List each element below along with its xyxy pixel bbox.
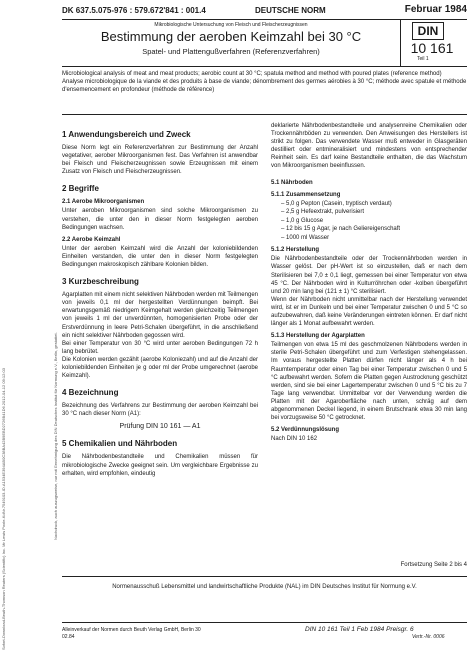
subsection-heading: 5.1.1 Zusammensetzung: [271, 191, 341, 198]
norm-label: DEUTSCHE NORM: [255, 6, 326, 15]
paragraph: Wenn der Nährboden nicht unmittelbar nach der Herstellung verwendet wird, ist er im Dunkeln und bei einer Temperatur zwischen 0 und 5 °C so aufzubewahren, daß keine Veränderungen eintreten können. Er darf nicht länger als 1 Monat aufbewahrt werden.: [271, 296, 467, 328]
footer-reference: DIN 10 161 Teil 1 Feb 1984 Preisgr. 6: [305, 626, 414, 633]
section-heading: 1 Anwendungsbereich und Zweck: [62, 130, 191, 139]
dk-classification: DK 637.5.075-976 : 579.672'841 : 001.4: [62, 6, 206, 15]
subsection-heading: 2.2 Aerobe Keimzahl: [62, 236, 121, 243]
designation-formula: Prüfung DIN 10 161 — A1: [119, 423, 201, 431]
footer-rule: [62, 622, 467, 623]
title-rule: [62, 66, 467, 67]
subsection-heading: 5.1.3 Herstellung der Agarplatten: [271, 333, 365, 340]
abstract-rule: [62, 114, 467, 115]
footer-publisher: [62, 627, 201, 641]
list-item: – 12 bis 15 g Agar, je nach Geliereigenschaft: [281, 225, 467, 234]
din-number: 10 161: [410, 40, 454, 56]
paragraph: Nach DIN 10 162: [271, 436, 318, 443]
left-column: [62, 122, 258, 478]
section-heading: 2 Begriffe: [62, 184, 99, 194]
paragraph: Diese Norm legt ein Referenzverfahren zur Bestimmung der Anzahl vegetativer, aerober Mikroorganismen fest. Das Verfahren ist anwendbar bei Fleisch und Fleischerzeugnissen sowie Erzeugnissen mit einem Zusatz von Fleisch und Fleischerzeugnissen.: [62, 145, 258, 176]
document-header: [62, 6, 467, 20]
page-title: Bestimmung der aeroben Keimzahl bei 30 °C: [100, 29, 362, 44]
paragraph: Unter aeroben Mikroorganismen sind solche Mikroorganismen zu verstehen, die unter den in dieser Norm festgelegten aeroben Bedingungen wachsen.: [62, 208, 258, 231]
section-heading: 5 Chemikalien und Nährboden: [62, 439, 178, 449]
paragraph: Teilmengen von etwa 15 ml des geschmolzenen Nährbodens werden in sterile Petri-Schalen übergeführt und zum Verfestigen stehengelassen. Im voraus hergestellte Platten dürfen nicht länger als 4 h bei Raumtemperatur oder einen Tag bei einer Temperatur zwischen 0 und 5 °C aufbewahrt werden. Sofern die Platten gegen Austrocknung geschützt werden, sind sie bei einer Lagertemperatur zwischen 0 und 5 °C bis zu 7 Tage lang verwendbar. Unmittelbar vor der Verwendung werden die Platten mit der Agaroberfläche nach unten, schräg auf dem abgenommenen Deckel liegend, in einem Brutschrank etwa 30 min lang bei vorzugsweise 50 °C getrocknet.: [271, 342, 467, 422]
download-watermark: Sofort-Download-Beuth-Thomson Reuters (Scientific) Inc. Mr Lewis Poole-KdNr.7549103-ID.A1534E394AB0C38BA42B9EBD2726B41D6.2012-04-12 09:12:03: [1, 368, 6, 650]
list-item: – 1,0 g Glucose: [281, 217, 467, 226]
subsection-heading: 5.1 Nährboden: [271, 179, 313, 186]
title-series: Mikrobiologische Untersuchung von Fleisch und Fleischerzeugnissen: [154, 22, 308, 28]
page-subtitle: Spatel- und Plattengußverfahren (Referenzverfahren): [142, 47, 320, 56]
abstract-english: Microbiological analysis of meat and meat products; aerobic count at 30 °C; spatula method and method with poured plates (reference method): [62, 71, 442, 77]
paragraph: Die Kolonien werden gezählt (aerobe Koloniezahl) und auf die Anzahl der koloniebildenden Einheiten je g oder ml der Probe umgerechnet (aerobe Keimzahl).: [62, 356, 258, 380]
list-item: – 1000 ml Wasser: [281, 234, 467, 243]
ingredient-list: [271, 200, 467, 243]
din-part: Teil 1: [417, 56, 429, 62]
publisher-line: Alleinverkauf der Normen durch Beuth Verlag GmbH, Berlin 30: [62, 627, 201, 633]
paragraph: Die Nährbodenbestandteile oder der Trockennährboden werden in Wasser gelöst. Der pH-Wert ist so einzustellen, daß er nach dem Sterilisieren bei 7,0 ± 0,1 liegt, gemessen bei einer Temperatur von etwa 45 °C. Der Nährboden wird in Kulturröhrchen oder -kolben übergeführt und 20 min lang bei (121 ± 1) °C sterilisiert.: [271, 256, 467, 295]
reprint-notice: Nachdruck, auch auszugsweise, nur mit Genehmigung des DIN Deutsches Institut für Normung e.V., Berlin, gestattet.: [53, 332, 58, 540]
subsection-heading: 5.1.2 Herstellung: [271, 247, 320, 254]
din-logo: DIN: [412, 22, 444, 40]
title-divider: [400, 20, 401, 66]
list-item: – 2,5 g Hefeextrakt, pulverisiert: [281, 208, 467, 217]
right-column: [271, 122, 467, 443]
bottom-rule: [62, 576, 467, 577]
paragraph: deklarierte Nährbodenbestandteile und analysenreine Chemikalien oder Trockennährböden zu verwenden. Den Anweisungen des Herstellers ist strikt zu folgen. Das verwendete Wasser muß entweder in Glasgeräten destilliert oder entmineralisiert und mindestens von entsprechender Reinheit sein. Es darf keine Bestandteile enthalten, die das Wachstum von Mikroorganismen beeinflussen.: [271, 123, 467, 170]
list-item: – 5,0 g Pepton (Casein, tryptisch verdaut): [281, 200, 467, 209]
subsection-heading: 5.2 Verdünnungslösung: [271, 427, 340, 434]
paragraph: Agarplatten mit einem nicht selektiven Nährboden werden mit Teilmengen von jeweils 0,1 ml der hergestellten Verdünnungen beimpft. Bei erwartungsgemäß niedrigem Keimgehalt werden gleichzeitig Teilmengen von jeweils 1 ml der unverdünnten, homogenisierten Probe oder der Erstverdünnung in leere Petri-Schalen übergeführt, in die anschließend ein nicht selektiver Nährboden gegossen wird.: [62, 292, 258, 339]
paragraph: Unter der aeroben Keimzahl wird die Anzahl der koloniebildenden Einheiten verstanden, die unter den in dieser Norm festgelegten Bedingungen makroskopisch zählbare Kolonien bilden.: [62, 245, 258, 269]
paragraph: Bezeichnung des Verfahrens zur Bestimmung der aeroben Keimzahl bei 30 °C nach dieser Norm (A1):: [62, 403, 258, 418]
publisher-date: 02.84: [62, 634, 75, 640]
subsection-heading: 2.1 Aerobe Mikroorganismen: [62, 199, 145, 206]
abstract: [62, 70, 467, 94]
abstract-french: Analyse microbiologique de la viande et des produits à base de viande; dénombrement des germes aérobies à 30 °C; méthode avec spatule et méthode d'ensemencement en profondeur (méthode de référence): [62, 79, 467, 93]
paragraph: Die Nährbodenbestandteile und Chemikalien müssen für mikrobiologische Zwecke geeignet sein. Um vergleichbare Ergebnisse zu erhalten, wird empfohlen, eindeutig: [62, 454, 258, 477]
section-heading: 3 Kurzbeschreibung: [62, 277, 139, 287]
section-heading: 4 Bezeichnung: [62, 388, 119, 398]
footer-contract-number: Vertr.-Nr. 0006: [412, 634, 445, 640]
publication-date: Februar 1984: [404, 4, 467, 15]
committee-note: Normenausschuß Lebensmittel und landwirtschaftliche Produkte (NAL) im DIN Deutsches Institut für Normung e.V.: [112, 584, 417, 590]
paragraph: Bei einer Temperatur von 30 °C wird unter aeroben Bedingungen 72 h lang bebrütet.: [62, 340, 258, 355]
continuation-note: Fortsetzung Seite 2 bis 4: [400, 562, 467, 568]
title-block: [62, 20, 467, 64]
